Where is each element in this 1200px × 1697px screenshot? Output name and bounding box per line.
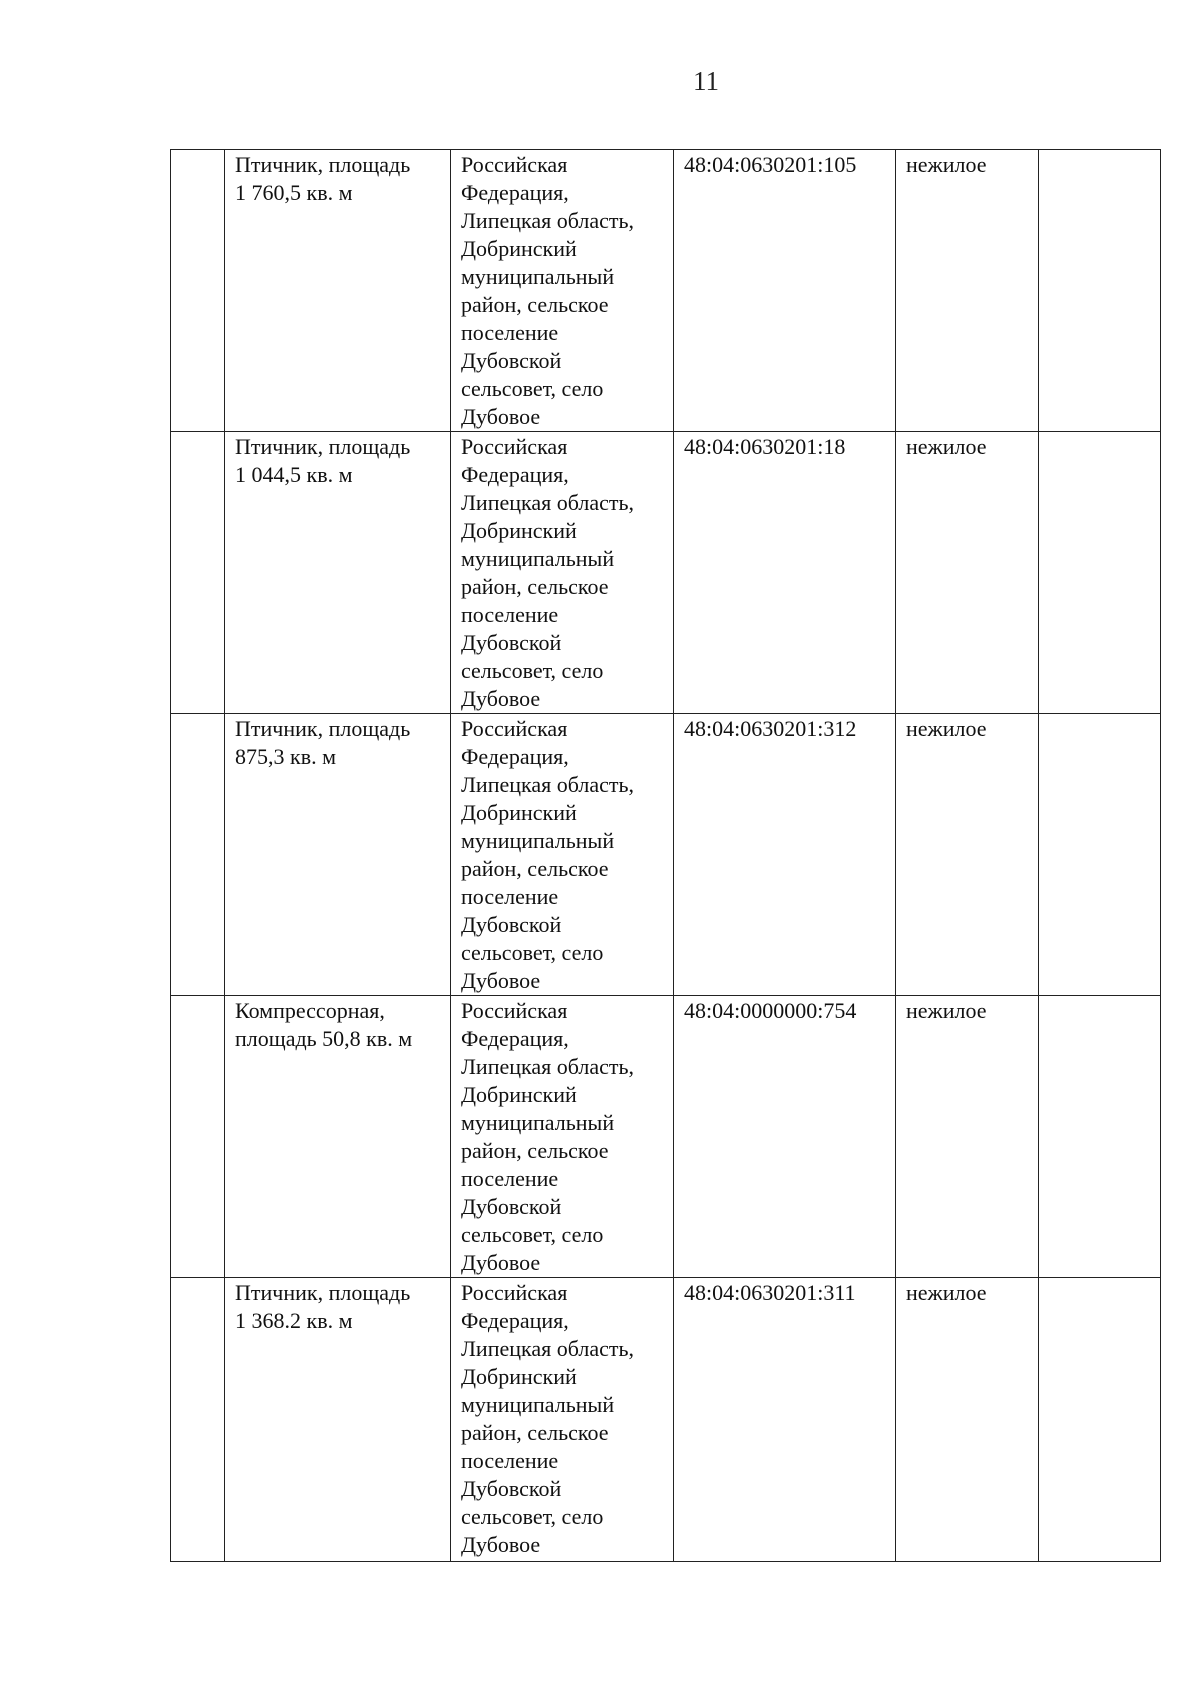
object-type: нежилое [906,434,987,459]
address-cell [451,1278,674,1562]
property-table [170,149,1161,1562]
object-name-cell [225,996,451,1278]
cadastral-number-cell [674,996,896,1278]
row-number-cell [171,1278,225,1562]
cadastral-number: 48:04:0630201:18 [684,434,846,459]
address-cell [451,432,674,714]
address: Российская Федерация, Липецкая область, Добринский муниципальный район, сельское поселение Дубовской сельсовет, село Дубовое [461,152,635,429]
cadastral-number: 48:04:0630201:312 [684,716,857,741]
address: Российская Федерация, Липецкая область, Добринский муниципальный район, сельское поселение Дубовской сельсовет, село Дубовое [461,716,635,993]
cadastral-number-cell [674,1278,896,1562]
object-type: нежилое [906,998,987,1023]
table-row [171,996,1161,1278]
address-cell [451,150,674,432]
object-type-cell [896,1278,1039,1562]
address: Российская Федерация, Липецкая область, Добринский муниципальный район, сельское поселение Дубовской сельсовет, село Дубовое [461,434,635,711]
object-type: нежилое [906,152,987,177]
object-name-cell [225,150,451,432]
table-row [171,432,1161,714]
object-name: Птичник, площадь 1 760,5 кв. м [235,152,411,205]
object-name-cell [225,432,451,714]
cadastral-number-cell [674,150,896,432]
empty-cell [1039,1278,1161,1562]
object-type: нежилое [906,1280,987,1305]
address: Российская Федерация, Липецкая область, Добринский муниципальный район, сельское поселение Дубовской сельсовет, село Дубовое [461,1280,635,1557]
cadastral-number: 48:04:0000000:754 [684,998,857,1023]
empty-cell [1039,996,1161,1278]
empty-cell [1039,432,1161,714]
address: Российская Федерация, Липецкая область, Добринский муниципальный район, сельское поселение Дубовской сельсовет, село Дубовое [461,998,635,1275]
table-row [171,1278,1161,1562]
row-number-cell [171,714,225,996]
object-type-cell [896,714,1039,996]
page-number: 11 [693,66,719,96]
object-type: нежилое [906,716,987,741]
row-number-cell [171,432,225,714]
address-cell [451,714,674,996]
object-type-cell [896,996,1039,1278]
cadastral-number: 48:04:0630201:311 [684,1280,856,1305]
row-number-cell [171,150,225,432]
object-name-cell [225,1278,451,1562]
object-name: Птичник, площадь 1 044,5 кв. м [235,434,411,487]
table-row [171,714,1161,996]
empty-cell [1039,714,1161,996]
cadastral-number: 48:04:0630201:105 [684,152,857,177]
object-name: Птичник, площадь 875,3 кв. м [235,716,411,769]
empty-cell [1039,150,1161,432]
object-name: Компрессорная, площадь 50,8 кв. м [235,998,413,1051]
object-name-cell [225,714,451,996]
cadastral-number-cell [674,714,896,996]
table-row [171,150,1161,432]
cadastral-number-cell [674,432,896,714]
address-cell [451,996,674,1278]
row-number-cell [171,996,225,1278]
object-type-cell [896,150,1039,432]
object-type-cell [896,432,1039,714]
object-name: Птичник, площадь 1 368.2 кв. м [235,1280,411,1333]
